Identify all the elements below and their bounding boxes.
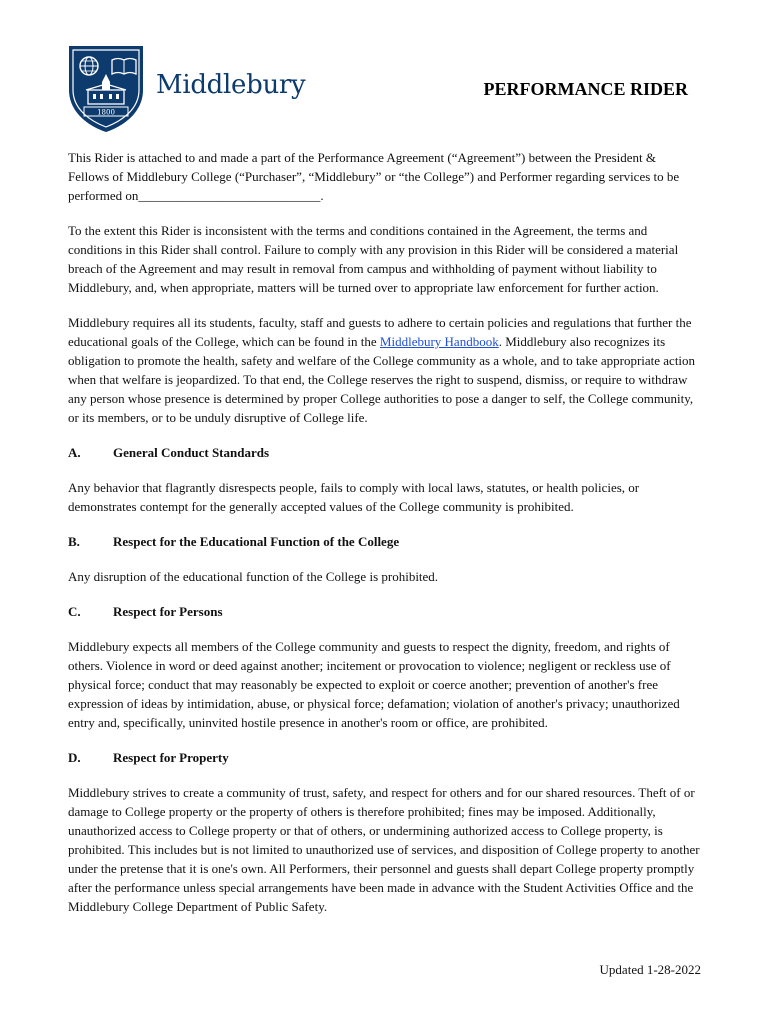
section-heading: D. Respect for Property: [68, 750, 229, 765]
section-heading: A. General Conduct Standards: [68, 445, 270, 460]
section-body: Middlebury strives to create a community of trust, safety, and respect for others and for our shared resources. Theft of or damage to College property or the property of others is therefore prohibited; fines may be imposed. Additionally, unauthorized access to College property or that of others, or undermining authorized access to College property, is prohibited. This includes but is not limited to unauthorized use of services, and disposition of College property to another under the pretense that it is one's own. All Performers, their personnel and guests shall depart College property promptly after the performance unless special arrangements have been made in advance with the Student Activities Office and the Middlebury College Department of Public Safety.: [68, 785, 700, 914]
intro-paragraph: This Rider is attached to and made a part of the Performance Agreement (“Agreement”) between the President & Fellows of Middlebury College (“Purchaser”, “Middlebury” or “the College”) and Performer regarding services to be performed on____________________________.: [68, 150, 680, 203]
section-c: [68, 602, 700, 732]
updated-date: Updated 1-28-2022: [599, 962, 701, 977]
precedence-paragraph: To the extent this Rider is inconsistent with the terms and conditions contained in the Agreement, the terms and conditions in this Rider shall control. Failure to comply with any provision in this Rider will be considered a material breach of the Agreement and may result in removal from campus and withholding of payment without liability to Middlebury, and, when appropriate, matters will be turned over to appropriate law enforcement for further action.: [68, 223, 679, 295]
section-body: Any disruption of the educational function of the College is prohibited.: [68, 569, 439, 584]
date-blank-field[interactable]: ____________________________: [138, 188, 321, 203]
section-body: Any behavior that flagrantly disrespects people, fails to comply with local laws, statutes, or health policies, or demonstrates contempt for the generally accepted values of the College community is prohibited.: [68, 480, 640, 514]
middlebury-seal-icon: [66, 44, 146, 134]
section-heading: B. Respect for the Educational Function of the College: [68, 534, 400, 549]
section-body: Middlebury expects all members of the College community and guests to respect the dignity, freedom, and rights of others. Violence in word or deed against another; incitement or provocation to violence; negligent or reckless use of physical force; conduct that may reasonably be expected to exploit or coerce another; prevention of another's free expression of ideas by intimidation, abuse, or physical force; defamation; violation of another's privacy; unauthorized entry and, specifically, uninvited hostile presence in another's room or office, are prohibited.: [68, 639, 680, 730]
logo-wordmark: Middlebury: [156, 70, 306, 100]
policy-paragraph: Middlebury requires all its students, faculty, staff and guests to adhere to certain policies and regulations that further the educational goals of the College, which can be found in the Middlebury Handbook. Middlebury also recognizes its obligation to promote the health, safety and welfare of the College community as a whole, and to take appropriate action when that welfare is jeopardized. To that end, the College reserves the right to suspend, dismiss, or require to withdraw any person whose presence is determined by proper College authorities to pose a danger to self, the College community, or its members, or to be unduly disruptive of College life.: [68, 315, 696, 425]
handbook-link[interactable]: Middlebury Handbook: [379, 334, 499, 349]
section-heading: C. Respect for Persons: [68, 604, 223, 619]
middlebury-logo: [66, 44, 305, 134]
document-title: PERFORMANCE RIDER: [483, 79, 688, 99]
section-d: [68, 748, 700, 916]
document-body: [68, 148, 700, 932]
seal-year: 1800: [97, 108, 115, 117]
intro-text: This Rider is attached to and made a part of the Performance Agreement (“Agreement”) between the President & Fellows of Middlebury College (“Purchaser”, “Middlebury” or “the College”) and Performer regarding services to be performed on: [68, 150, 680, 203]
section-a: [68, 443, 700, 516]
section-b: [68, 532, 700, 586]
